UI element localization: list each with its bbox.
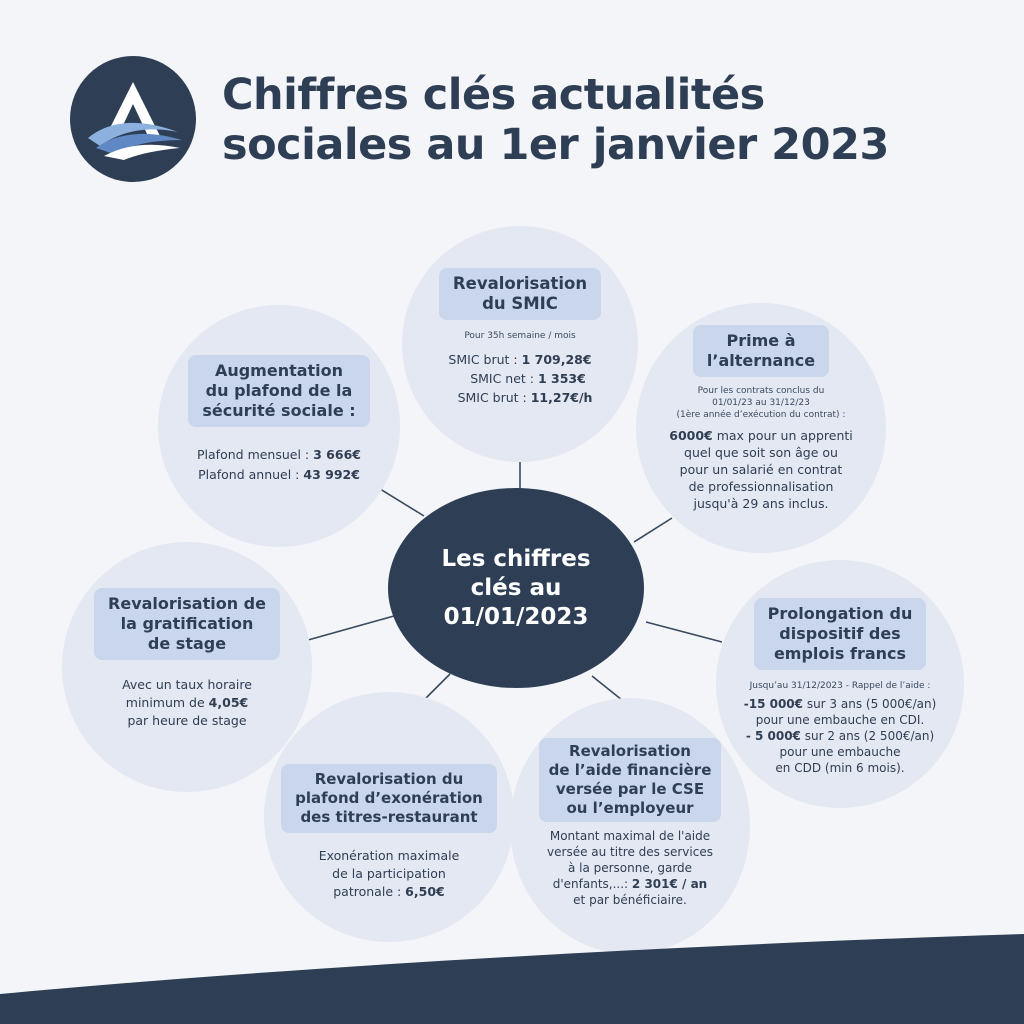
title-line-1: Chiffres clés actualités [222, 70, 765, 120]
pss-line-annuel: Plafond annuel : 43 992€ [198, 467, 360, 482]
stage-text: Avec un taux horaire minimum de 4,05€ par heure de stage [122, 677, 252, 728]
smic-line-hourly: SMIC brut : 11,27€/h [457, 390, 593, 405]
stage-title: Revalorisation de la gratification de stage [94, 588, 280, 660]
cse-title: Revalorisation de l’aide financière versée par le CSE ou l’employeur [539, 738, 722, 822]
smic-line-brut: SMIC brut : 1 709,28€ [448, 352, 592, 367]
smic-line-net: SMIC net : 1 353€ [470, 371, 586, 386]
emplois-text: -15 000€ sur 3 ans (5 000€/an) pour une embauche en CDI. - 5 000€ sur 2 ans (2 500€/an) pour une embauche en CDD (min 6 mois). [743, 697, 937, 775]
connector-cse [592, 676, 622, 700]
connector-alternance [634, 518, 672, 542]
smic-title: Revalorisation du SMIC [439, 268, 601, 320]
center-label: Les chiffres clés au 01/01/2023 [441, 545, 591, 630]
titres-text: Exonération maximale de la participation patronale : 6,50€ [318, 848, 460, 899]
titres-title: Revalorisation du plafond d’exonération des titres-restaurant [281, 764, 497, 833]
titres-value: 6,50€ [405, 884, 445, 899]
connector-titres [424, 674, 450, 700]
alternance-subtitle: Pour les contrats conclus du 01/01/23 au 31/12/23 (1ère année d’exécution du contrat) : [676, 386, 846, 420]
bubble-gratification-stage [62, 542, 312, 792]
smic-subtitle: Pour 35h semaine / mois [464, 331, 576, 341]
stage-rate: 4,05€ [208, 695, 249, 710]
pss-line-mensuel: Plafond mensuel : 3 666€ [197, 447, 361, 462]
pss-title: Augmentation du plafond de la sécurité sociale : [188, 355, 369, 427]
cse-value: 2 301€ / an [631, 877, 708, 891]
alternance-amount: 6000€ [669, 428, 713, 443]
center-node [388, 488, 644, 688]
bubble-prime-alternance [636, 303, 886, 553]
bubble-plafond-securite-sociale [158, 305, 400, 547]
pss-values [197, 445, 361, 485]
bubble-aide-cse [510, 698, 750, 954]
bubble-emplois-francs [716, 560, 964, 808]
alternance-title: Prime à l’alternance [693, 325, 829, 377]
title-line-2: sociales au 1er janvier 2023 [222, 120, 889, 170]
connector-emplois [646, 622, 722, 642]
connector-stage [308, 616, 394, 640]
emplois-title: Prolongation du dispositif des emplois francs [754, 598, 927, 670]
alternance-text: 6000€ max pour un apprenti quel que soit son âge ou pour un salarié en contrat de professionnalisation jusqu'à 29 ans inclus. [669, 428, 853, 511]
emplois-subtitle: Jusqu’au 31/12/2023 - Rappel de l’aide : [749, 681, 931, 691]
footer-wave [0, 934, 1024, 1024]
cse-text: Montant maximal de l'aide versée au titre des services à la personne, garde d'enfants,...: 2 301€ / an et par bénéficiaire. [547, 829, 713, 907]
bubble-smic [402, 226, 638, 462]
bubble-titres-restaurant [264, 692, 514, 942]
smic-values [448, 350, 593, 407]
